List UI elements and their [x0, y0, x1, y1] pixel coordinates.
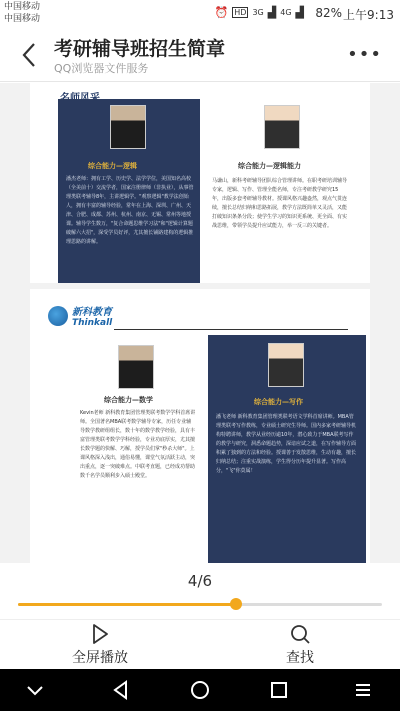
- slider-thumb[interactable]: [230, 598, 242, 610]
- card-heading: 综合能力—数学: [104, 396, 153, 404]
- battery-level: 82%: [315, 6, 342, 20]
- card-text: 潘杰老师：拥有工学、历史学、法学学位，美国知名高校（全美前十）交流学者，国家注册律师（非执业），从事管理类联考辅导8年，主讲逻辑学。"观察逻辑"教学法创始人，拥有丰富的辅导经验，常年在上海、深圳、广州、天津、合肥、成都、苏州、杭州、南京、无锡、常州等地授课。辅导学生数万，"复合命题思维学习法"和"逻辑计算题破解六大招"，深受学员好评，尤其擅长铺路建构的逻辑推理思路的讲解。: [66, 176, 194, 245]
- document-page-3: [30, 83, 370, 283]
- teacher-card-logic: [58, 99, 200, 283]
- hd-badge: HD: [234, 8, 247, 17]
- card-heading: 综合能力—逻辑能力: [238, 162, 301, 170]
- teacher-card-math: [76, 341, 200, 541]
- card-text: Kevin老师 新科教育集团管理类联考数学学科首席讲师。全国著名MBA联考数学辅导专家，历任专业辅导数学教研组组长，数十年的数学教学经验，具有丰富管理类联考数学学科经验，专业功底厚实，尤其擅长数学题的快解、巧解，授学员们掌"秒杀大师"。上课风格深入浅出，通俗易懂，课堂气氛活跃主动，突出重点，逐一突破难点。中联考直题，已经成功帮助数千名学员顺利步入硕士殿堂。: [80, 410, 196, 479]
- network-4g-label: 4G: [280, 8, 292, 17]
- page-number: 4/6: [187, 572, 213, 590]
- signal-icon-2: ▟: [295, 6, 304, 19]
- slider-fill: [18, 603, 236, 606]
- divider: [114, 329, 348, 330]
- search-label: 查找: [286, 650, 314, 666]
- teacher-photo: [268, 343, 304, 387]
- page-subtitle: QQ浏览器文件服务: [54, 62, 149, 75]
- alarm-icon: ⏰: [214, 6, 229, 19]
- search-button[interactable]: [240, 622, 360, 667]
- clock: 上午9:13: [343, 8, 394, 22]
- status-icons: [215, 6, 304, 19]
- card-heading: 综合能力—逻辑: [88, 162, 137, 170]
- network-3g-label: 3G: [252, 8, 264, 17]
- logo-text-en: Thinkall: [72, 318, 113, 328]
- teacher-card-logic-ability: [206, 99, 354, 283]
- search-icon: [289, 623, 311, 645]
- fullscreen-button[interactable]: [40, 622, 160, 667]
- signal-icon: ▟: [267, 6, 277, 19]
- page-indicator: [0, 563, 400, 619]
- fullscreen-label: 全屏播放: [72, 650, 128, 666]
- status-bar: [0, 0, 400, 28]
- brand-logo: [48, 303, 112, 328]
- nav-home-icon[interactable]: [189, 679, 211, 701]
- teacher-photo: [110, 105, 146, 149]
- more-menu-icon[interactable]: •••: [347, 44, 382, 65]
- card-heading: 综合能力—写作: [254, 398, 303, 406]
- back-arrow-icon: [18, 40, 42, 70]
- teacher-photo: [118, 345, 154, 389]
- system-nav-bar: [0, 669, 400, 711]
- nav-collapse-icon[interactable]: [24, 679, 46, 701]
- page-title: 考研辅导班招生简章: [54, 38, 226, 60]
- card-text: 马谦山，新科考研辅导团队综合管理讲师。在职考研培训辅导专家，逻辑、写作、管理全能名师，专注考研教学研究15年，出版多套考研辅导教材。授课风格兴趣盎然，观点气贯连续，擅长总结归纳和思路拓展，教学方法既简单又灵活，又能打破知识条条分段；使学生学习的知识更系统、更全面、有实战思维，带领学员提升应试能力，举一反三的关键者。: [212, 178, 348, 229]
- play-icon: [90, 623, 110, 645]
- logo-text-cn: 新科教育: [72, 307, 112, 318]
- carrier-label-1: 中国移动: [4, 2, 41, 12]
- back-button[interactable]: [18, 40, 42, 70]
- nav-back-icon[interactable]: [110, 679, 132, 701]
- bottom-toolbar: [0, 619, 400, 669]
- app-bar: [0, 28, 400, 82]
- logo-icon: [48, 306, 68, 326]
- carrier-label-2: 中国移动: [4, 14, 41, 24]
- card-text: 潘飞老师 新科教育集团管理类联考语文学科首席讲师。MBA管理类联考写作教练，专业硕士研究生导师。国内多家考研辅导机构特聘讲师，教学从业经历逾10年，潜心致力于MBA联考写作的教学与研究，洞悉命题趋势，深谙应试之道，在写作辅导方面积累了独到的方法和经验。授课善于发散思维，生动有趣，擅长归纳总结；注重实战演练，学生得分历年提升显著。写作高分，"飞"你莫属！: [216, 414, 357, 474]
- page-slider[interactable]: [18, 603, 382, 606]
- document-viewer[interactable]: [0, 83, 400, 563]
- nav-recents-icon[interactable]: [268, 679, 290, 701]
- teacher-card-writing: [208, 335, 366, 563]
- teacher-photo: [264, 105, 300, 149]
- nav-menu-icon[interactable]: [352, 679, 374, 701]
- document-page-4: [30, 289, 370, 563]
